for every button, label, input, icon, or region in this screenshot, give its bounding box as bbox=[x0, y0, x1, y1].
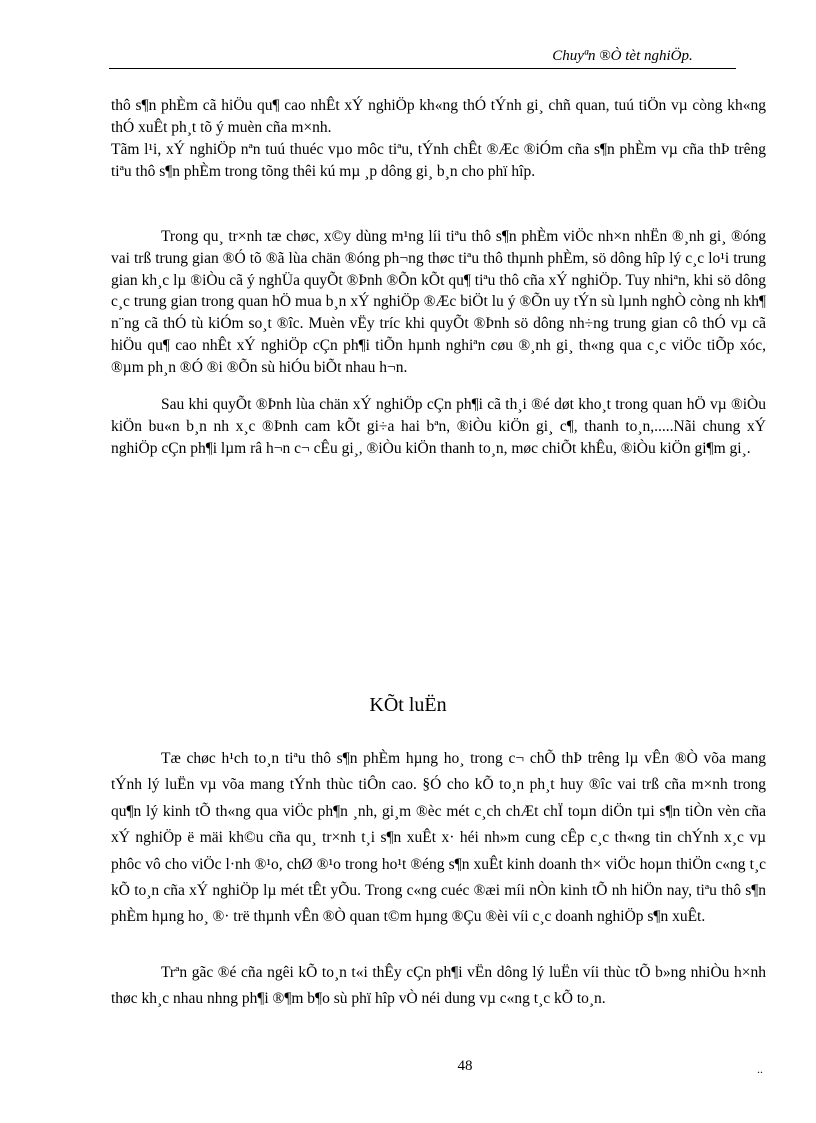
conclusion-paragraph-2: Trªn gãc ®é cña ngêi kÕ to¸n t«i thÊy cÇn ph¶i vËn dông lý luËn víi thùc tÕ b»ng nhiÒu h×nh thøc kh¸c nhau nhng ph¶i ®¶m b¶o sù phï hîp vÒ néi dung vµ c«ng t¸c kÕ to¸n. bbox=[111, 964, 766, 1008]
conclusion-paragraph-1: Tæ chøc h¹ch to¸n tiªu thô s¶n phÈm hµng ho¸ trong c¬ chÕ thÞ trêng lµ vÊn ®Ò võa mang tÝnh lý luËn vµ võa mang tÝnh thùc tiÔn cao. §Ó cho kÕ to¸n ph¸t huy ®îc vai trß cña m×nh trong qu¶n lý kinh tÕ th«ng qua viÖc ph¶n ¸nh, gi¸m ®èc mét c¸ch chÆt chÏ toµn diÖn tµi s¶n tiÒn vèn cña xÝ nghiÖp ë mäi kh©u cña qu¸ tr×nh t¸i s¶n xuÊt x· héi nh»m cung cÊp c¸c th«ng tin chÝnh x¸c vµ phôc vô cho viÖc l·nh ®¹o, chØ ®¹o trong ho¹t ®éng s¶n xuÊt kinh doanh th× viÖc hoµn thiÖn c«ng t¸c kÕ to¸n cña xÝ nghiÖp lµ mét tÊt yÕu. Trong c«ng cuéc ®æi míi nÒn kinh tÕ nh hiÖn nay, tiªu thô s¶n phÈm hµng ho¸ ®· trë thµnh vÊn ®Ò quan t©m hµng ®Çu ®èi víi c¸c doanh nghiÖp s¶n xuÊt. bbox=[111, 750, 766, 926]
paragraph-1: thô s¶n phÈm cã hiÖu qu¶ cao nhÊt xÝ nghiÖp kh«ng thÓ tÝnh gi¸ chñ quan, tuú tiÖn vµ còng kh«ng thÓ xuÊt ph¸t tõ ý muèn cña m×nh. bbox=[111, 97, 766, 136]
section-title: KÕt luËn bbox=[369, 694, 447, 716]
header-rule bbox=[109, 68, 736, 69]
header-title: Chuyªn ®Ò tèt nghiÖp. bbox=[552, 48, 693, 64]
footer-dots: .. bbox=[757, 1062, 763, 1076]
paragraph-3: Trong qu¸ tr×nh tæ chøc, x©y dùng m¹ng líi tiªu thô s¶n phÈm viÖc nh×n nhËn ®¸nh gi¸ ®óng vai trß trung gian ®Ó tõ ®ã lùa chän ®óng ph¬ng thøc tiªu thô thµnh phÈm, sö dông hîp lý c¸c lo¹i trung gian kh¸c lµ ®iÒu cã ý nghÜa quyÕt ®Þnh ®Õn kÕt qu¶ tiªu thô cña xÝ nghiÖp. Tuy nhiªn, khi sö dông c¸c trung gian trong quan hÖ mua b¸n xÝ nghiÖp ®Æc biÖt lu ý ®Õn uy tÝn sù lµnh nghÒ còng nh kh¶ n¨ng cã thÓ tù kiÓm so¸t ®îc. Muèn vËy tríc khi quyÕt ®Þnh sö dông nh÷ng trung gian cô thÓ vµ cã hiÖu qu¶ cao nhÊt xÝ nghiÖp cÇn ph¶i tiÕn hµnh nghiªn cøu ®¸nh gi¸ th«ng qua c¸c viÖc tiÕp xóc, ®µm ph¸n ®Ó ®i ®Õn sù hiÓu biÕt nhau h¬n. bbox=[111, 228, 766, 376]
paragraph-2: Tãm l¹i, xÝ nghiÖp nªn tuú thuéc vµo môc tiªu, tÝnh chÊt ®Æc ®iÓm cña s¶n phÈm vµ cña thÞ trêng tiªu thô s¶n phÈm trong tõng thêi kú mµ ¸p dông gi¸ b¸n cho phï hîp. bbox=[111, 141, 766, 180]
paragraph-4: Sau khi quyÕt ®Þnh lùa chän xÝ nghiÖp cÇn ph¶i cã th¸i ®é døt kho¸t trong quan hÖ vµ ®iÒu kiÖn bu«n b¸n nh x¸c ®Þnh cam kÕt gi÷a hai bªn, ®iÒu kiÖn gi¸ c¶, thanh to¸n,.....Nãi chung xÝ nghiÖp cÇn ph¶i lµm râ h¬n c¬ cÊu gi¸, ®iÒu kiÖn thanh to¸n, møc chiÕt khÊu, ®iÒu kiÖn gi¶m gi¸. bbox=[111, 396, 766, 457]
page-number: 48 bbox=[457, 1058, 473, 1074]
